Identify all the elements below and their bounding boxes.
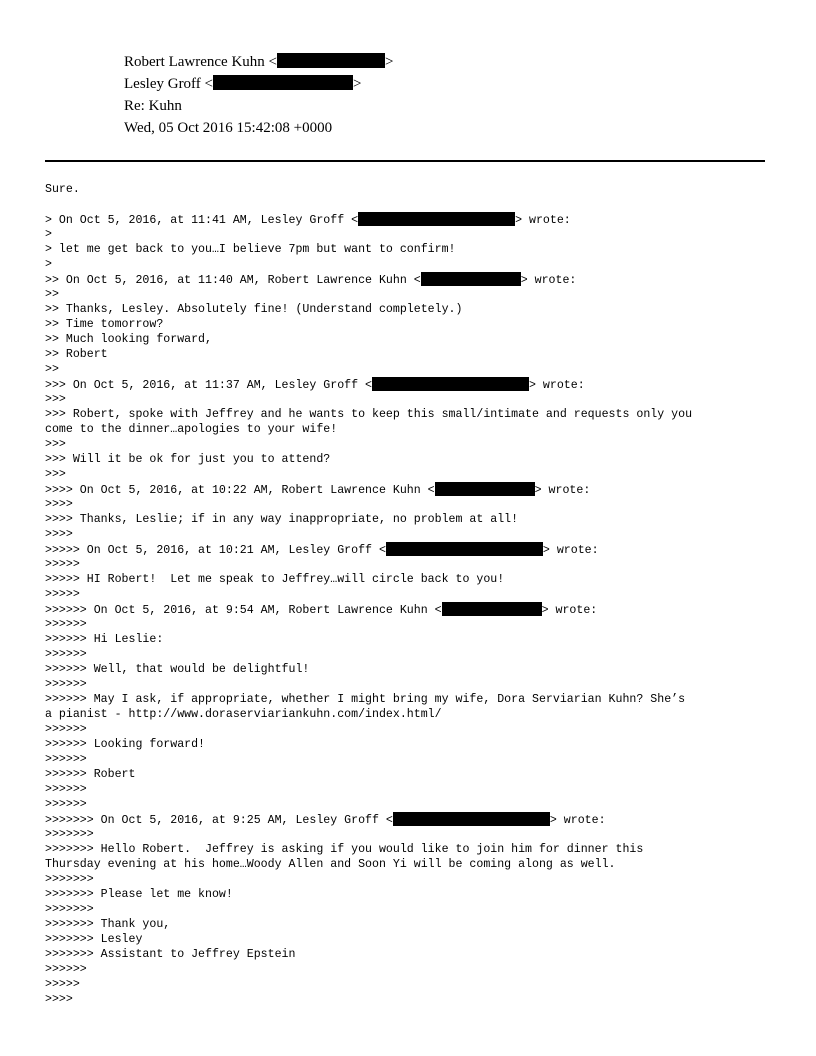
body-line: >>>> On Oct 5, 2016, at 10:22 AM, Robert Lawrence Kuhn < > wrote: — [45, 484, 591, 497]
body-line — [45, 197, 780, 212]
body-line: >>> Will it be ok for just you to attend? — [45, 453, 331, 466]
body-line: >>>>> HI Robert! Let me speak to Jeffrey…will circle back to you! — [45, 573, 505, 586]
redaction-bar — [421, 272, 521, 286]
body-line: >>>>>> Looking forward! — [45, 738, 206, 751]
body-line: >>>>>>> On Oct 5, 2016, at 9:25 AM, Lesley Groff < > wrote: — [45, 814, 606, 827]
redaction-bar — [442, 602, 542, 616]
from-value — [124, 52, 393, 72]
body-line: >> Thanks, Lesley. Absolutely fine! (Understand completely.) — [45, 303, 463, 316]
body-line: >>>>>> — [45, 678, 87, 691]
body-line: Thursday evening at his home…Woody Allen and Soon Yi will be coming along as well. — [45, 858, 616, 871]
body-line: >>> — [45, 468, 66, 481]
body-line: >>>>> — [45, 978, 80, 991]
body-line: >>>>>>> Thank you, — [45, 918, 171, 931]
body-line: >>>>>> Well, that would be delightful! — [45, 663, 310, 676]
body-line: >>>>>>> Assistant to Jeffrey Epstein — [45, 948, 296, 961]
body-line: >>>>>> Hi Leslie: — [45, 633, 164, 646]
body-line: >>>> — [45, 528, 73, 541]
body-line: >>>>>>> Please let me know! — [45, 888, 233, 901]
body-line: >>>>>> — [45, 783, 87, 796]
body-line: >>>>>> On Oct 5, 2016, at 9:54 AM, Robert Lawrence Kuhn < > wrote: — [45, 604, 598, 617]
body-line: >>>>>>> — [45, 873, 94, 886]
body-line: >>>>>> — [45, 753, 87, 766]
body-line: >>>>>> — [45, 963, 87, 976]
subject-value: Re: Kuhn — [124, 98, 182, 114]
body-line: >>>>> — [45, 588, 80, 601]
redaction-bar — [372, 377, 529, 391]
body-line: > On Oct 5, 2016, at 11:41 AM, Lesley Groff < > wrote: — [45, 214, 571, 227]
body-line: >>> — [45, 393, 66, 406]
body-line: >>>>>> — [45, 648, 87, 661]
body-line: >>>> Thanks, Leslie; if in any way inappropriate, no problem at all! — [45, 513, 519, 526]
header-divider — [45, 160, 765, 162]
from-name: Robert Lawrence Kuhn < — [124, 54, 277, 70]
body-line: >>>>> — [45, 558, 80, 571]
body-line: > let me get back to you…I believe 7pm but want to confirm! — [45, 243, 456, 256]
body-line: > — [45, 258, 52, 271]
body-line: >>>>>> Robert — [45, 768, 136, 781]
body-line: >> — [45, 363, 59, 376]
to-close: > — [353, 76, 362, 92]
date-value: Wed, 05 Oct 2016 15:42:08 +0000 — [124, 120, 333, 136]
redaction-bar — [277, 53, 385, 68]
to-name: Lesley Groff < — [124, 76, 213, 92]
from-close: > — [385, 54, 394, 70]
redaction-bar — [386, 542, 543, 556]
body-line: >> Robert — [45, 348, 108, 361]
body-line: >> On Oct 5, 2016, at 11:40 AM, Robert Lawrence Kuhn < > wrote: — [45, 274, 577, 287]
body-line: >> Time tomorrow? — [45, 318, 164, 331]
body-line: >> — [45, 288, 59, 301]
body-line: >>> Robert, spoke with Jeffrey and he wants to keep this small/intimate and requests only you — [45, 408, 693, 421]
body-line: >>>>>> — [45, 723, 87, 736]
body-line: >>>> — [45, 993, 73, 1006]
body-line: >>>>> On Oct 5, 2016, at 10:21 AM, Lesley Groff < > wrote: — [45, 544, 599, 557]
redaction-bar — [213, 75, 353, 90]
body-line: >>>> — [45, 498, 73, 511]
redaction-bar — [435, 482, 535, 496]
body-line: come to the dinner…apologies to your wife! — [45, 423, 338, 436]
body-line: Sure. — [45, 183, 80, 196]
body-line: >>>>>> May I ask, if appropriate, whether I might bring my wife, Dora Serviarian Kuhn? She’s — [45, 693, 686, 706]
body-line: >> Much looking forward, — [45, 333, 212, 346]
body-line: >>> On Oct 5, 2016, at 11:37 AM, Lesley Groff < > wrote: — [45, 379, 585, 392]
redaction-bar — [358, 212, 515, 226]
body-line: >>> — [45, 438, 66, 451]
body-line: >>>>>>> Hello Robert. Jeffrey is asking if you would like to join him for dinner this — [45, 843, 644, 856]
body-line: >>>>>> — [45, 618, 87, 631]
redaction-bar — [393, 812, 550, 826]
body-line: >>>>>>> — [45, 828, 94, 841]
to-value — [124, 74, 361, 94]
body-line: >>>>>> — [45, 798, 87, 811]
body-line: >>>>>>> — [45, 903, 94, 916]
email-body — [45, 182, 780, 1007]
body-line: > — [45, 228, 52, 241]
body-line: a pianist - http://www.doraserviariankuhn.com/index.html/ — [45, 708, 442, 721]
body-line: >>>>>>> Lesley — [45, 933, 143, 946]
